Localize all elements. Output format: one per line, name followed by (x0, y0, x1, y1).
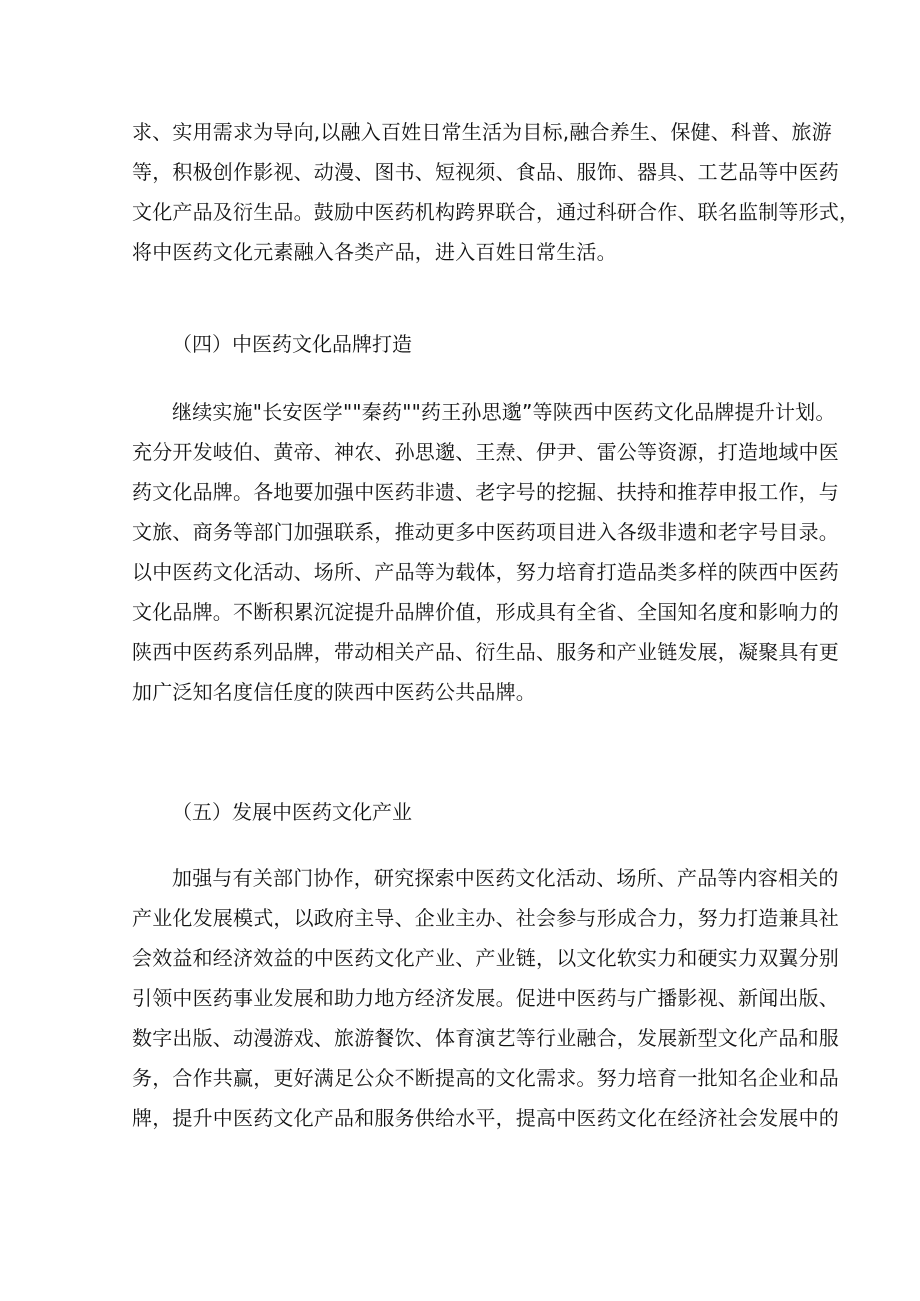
paragraph-line: 数字出版、动漫游戏、旅游餐饮、体育演艺等行业融合，发展新型文化产品和服 (132, 1026, 839, 1050)
paragraph-line: 文化品牌。不断积累沉淀提升品牌价值，形成具有全省、全国知名度和影响力的 (132, 600, 839, 624)
paragraph-line: 求、实用需求为导向,以融入百姓日常生活为目标,融合养生、保健、科普、旅游 (132, 120, 832, 144)
paragraph-line: 引领中医药事业发展和助力地方经济发展。促进中医药与广播影视、新闻出版、 (132, 986, 839, 1010)
paragraph-products (132, 112, 860, 272)
paragraph-line: 以中医药文化活动、场所、产品等为载体，努力培育打造品类多样的陕西中医药 (132, 560, 839, 584)
paragraph-line: 文化产品及衍生品。鼓励中医药机构跨界联合，通过科研合作、联名监制等形式， (132, 200, 860, 224)
section-heading-brand: （四）中医药文化品牌打造 (172, 332, 412, 356)
paragraph-line: 务，合作共赢，更好满足公众不断提高的文化需求。努力培育一批知名企业和品 (132, 1066, 839, 1090)
paragraph-industry (132, 858, 839, 1138)
paragraph-line: 文旅、商务等部门加强联系，推动更多中医药项目进入各级非遗和老字号目录。 (132, 520, 839, 544)
paragraph-line: 继续实施"长安医学""秦药""药王孙思邈”等陕西中医药文化品牌提升计划。 (172, 400, 836, 424)
paragraph-line: 药文化品牌。各地要加强中医药非遗、老字号的挖掘、扶持和推荐申报工作，与 (132, 480, 839, 504)
section-heading-industry: （五）发展中医药文化产业 (172, 800, 412, 824)
paragraph-line: 会效益和经济效益的中医药文化产业、产业链，以文化软实力和硬实力双翼分别 (132, 946, 839, 970)
paragraph-line: 产业化发展模式，以政府主导、企业主办、社会参与形成合力，努力打造兼具社 (132, 906, 839, 930)
paragraph-line: 陕西中医药系列品牌，带动相关产品、衍生品、服务和产业链发展，凝聚具有更 (132, 640, 839, 664)
paragraph-line: 牌，提升中医药文化产品和服务供给水平，提高中医药文化在经济社会发展中的 (132, 1106, 839, 1130)
paragraph-line: 将中医药文化元素融入各类产品，进入百姓日常生活。 (132, 240, 617, 264)
paragraph-line: 充分开发岐伯、黄帝、神农、孙思邈、王焘、伊尹、雷公等资源，打造地域中医 (132, 440, 839, 464)
paragraph-line: 加广泛知名度信任度的陕西中医药公共品牌。 (132, 680, 536, 704)
paragraph-brand (132, 392, 839, 712)
paragraph-line: 加强与有关部门协作，研究探索中医药文化活动、场所、产品等内容相关的 (172, 866, 839, 890)
paragraph-line: 等，积极创作影视、动漫、图书、短视须、食品、服饰、器具、工艺品等中医药 (132, 160, 839, 184)
